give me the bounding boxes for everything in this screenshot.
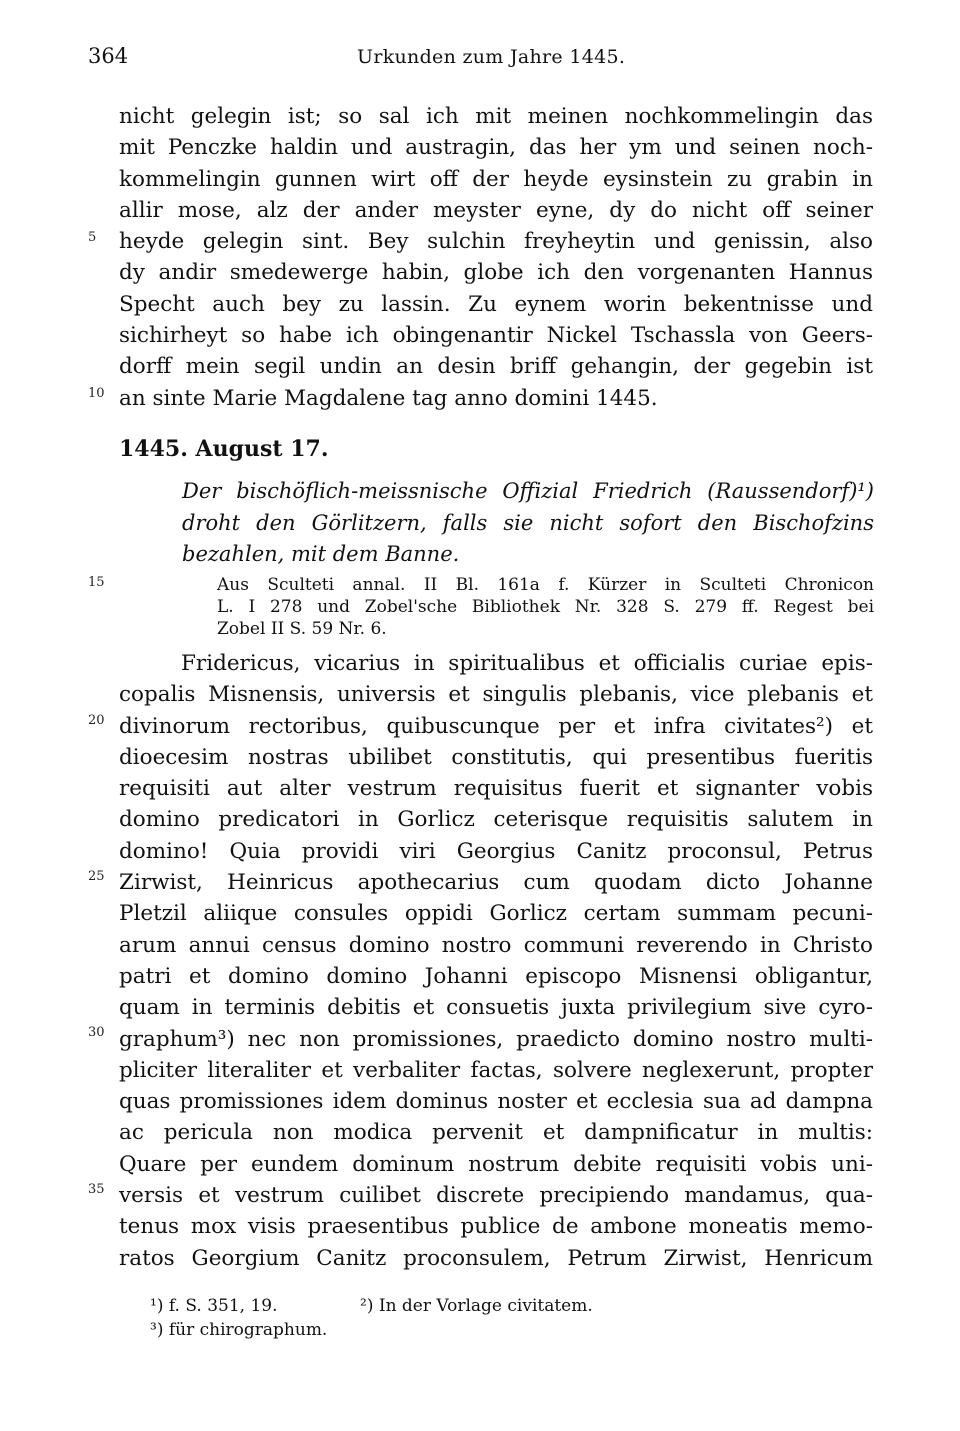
text-line: kommelingin gunnen wirt off der heyde eysinstein zu grabin in bbox=[119, 166, 873, 192]
text-line: versis et vestrum cuilibet discrete precipiendo mandamus, qua- bbox=[119, 1183, 873, 1209]
running-head: Urkunden zum Jahre 1445. bbox=[357, 46, 626, 68]
line-number: 10 bbox=[88, 386, 105, 401]
footnote-2: ²) In der Vorlage civitatem. bbox=[360, 1296, 593, 1316]
text-line: sichirheyt so habe ich obingenantir Nickel Tschassla von Geers- bbox=[119, 323, 873, 349]
line-number: 25 bbox=[88, 869, 105, 884]
text-line: Pletzil aliique consules oppidi Gorlicz certam summam pecuni- bbox=[119, 901, 873, 927]
text-line: allir mose, alz der ander meyster eyne, dy do nicht off seiner bbox=[119, 197, 873, 223]
footnotes bbox=[150, 1294, 870, 1342]
text-line: quas promissiones idem dominus noster et ecclesia sua ad dampna bbox=[119, 1089, 873, 1115]
footnote-1: ¹) f. S. 351, 19. bbox=[150, 1296, 278, 1316]
text-line: Zirwist, Heinricus apothecarius cum quodam dicto Johanne bbox=[119, 870, 873, 896]
line-number: 35 bbox=[88, 1182, 105, 1197]
page-number: 364 bbox=[88, 44, 129, 68]
source-note bbox=[217, 574, 874, 640]
source-line: Aus Sculteti annal. II Bl. 161a f. Kürzer in Sculteti Chronicon bbox=[217, 575, 874, 595]
text-line: divinorum rectoribus, quibuscunque per et infra civitates²) et bbox=[119, 713, 873, 739]
summary-line: bezahlen, mit dem Banne. bbox=[182, 542, 460, 566]
text-line: an sinte Marie Magdalene tag anno domini 1445. bbox=[119, 385, 658, 411]
text-line: domino! Quia providi viri Georgius Canitz proconsul, Petrus bbox=[119, 838, 873, 864]
text-line: requisiti aut alter vestrum requisitus fuerit et signanter vobis bbox=[119, 776, 873, 802]
text-line: dorff mein segil undin an desin briff gehangin, der gegebin ist bbox=[119, 354, 873, 380]
source-line: L. I 278 und Zobel'sche Bibliothek Nr. 328 S. 279 ff. Regest bei bbox=[217, 597, 874, 617]
summary-line: droht den Görlitzern, falls sie nicht sofort den Bischofzins bbox=[182, 510, 874, 535]
text-line: domino predicatori in Gorlicz ceterisque requisitis salutem in bbox=[119, 807, 873, 833]
entry-summary bbox=[182, 476, 874, 571]
text-line: graphum³) nec non promissiones, praedicto domino nostro multi- bbox=[119, 1026, 873, 1052]
text-line: arum annui census domino nostro communi reverendo in Christo bbox=[119, 932, 873, 958]
text-line: Quare per eundem dominum nostrum debite requisiti vobis uni- bbox=[119, 1151, 873, 1177]
text-line: heyde gelegin sint. Bey sulchin freyheytin und genissin, also bbox=[119, 229, 873, 255]
line-number: 5 bbox=[88, 230, 97, 245]
line-number: 30 bbox=[88, 1025, 105, 1040]
summary-line: Der bischöflich-meissnische Offizial Friedrich (Raussendorf)¹) bbox=[182, 479, 874, 503]
text-line: quam in terminis debitis et consuetis juxta privilegium sive cyro- bbox=[119, 995, 873, 1021]
text-line: ratos Georgium Canitz proconsulem, Petrum Zirwist, Henricum bbox=[119, 1245, 873, 1271]
document-text bbox=[119, 648, 873, 1274]
source-line: Zobel II S. 59 Nr. 6. bbox=[217, 619, 387, 639]
text-line: ac pericula non modica pervenit et dampnificatur in multis: bbox=[119, 1120, 873, 1146]
text-line: mit Penczke haldin und austragin, das her ym und seinen noch- bbox=[119, 135, 873, 161]
line-number: 20 bbox=[88, 713, 105, 728]
line-number: 15 bbox=[88, 575, 105, 590]
text-line: pliciter literaliter et verbaliter factas, solvere neglexerunt, propter bbox=[119, 1057, 873, 1083]
previous-document-text bbox=[119, 101, 873, 414]
text-line: tenus mox visis praesentibus publice de ambone moneatis memo- bbox=[119, 1214, 873, 1240]
text-line: dy andir smedewerge habin, globe ich den vorgenanten Hannus bbox=[119, 260, 873, 286]
text-line: nicht gelegin ist; so sal ich mit meinen nochkommelingin das bbox=[119, 104, 873, 129]
text-line: Specht auch bey zu lassin. Zu eynem worin bekentnisse und bbox=[119, 291, 873, 317]
footnote-3: ³) für chirographum. bbox=[150, 1320, 328, 1340]
text-line: dioecesim nostras ubilibet constitutis, qui presentibus fueritis bbox=[119, 744, 873, 770]
entry-date: 1445. August 17. bbox=[119, 436, 329, 462]
text-line: copalis Misnensis, universis et singulis plebanis, vice plebanis et bbox=[119, 682, 873, 708]
text-line: Fridericus, vicarius in spiritualibus et officialis curiae epis- bbox=[181, 651, 873, 676]
text-line: patri et domino domino Johanni episcopo Misnensi obligantur, bbox=[119, 963, 873, 989]
